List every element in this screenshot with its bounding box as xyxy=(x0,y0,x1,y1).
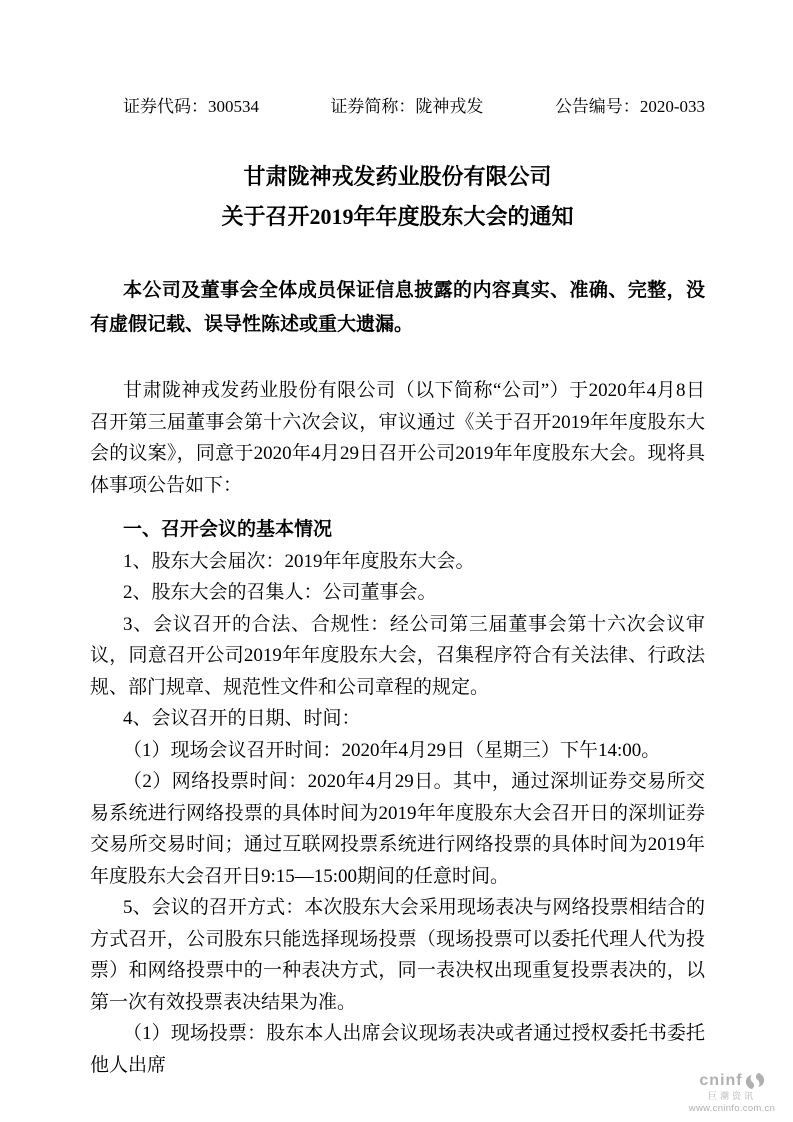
stock-name-value: 陇神戎发 xyxy=(415,97,484,116)
intro-paragraph: 甘肃陇神戎发药业股份有限公司（以下简称“公司”）于2020年4月8日召开第三届董事会第十六次会议，审议通过《关于召开2019年年度股东大会的议案》，同意于2020年4月29日召开公司2019年年度股东大会。现将具体事项公告如下： xyxy=(90,380,705,496)
paragraph-date-time: 4、会议召开的日期、时间： xyxy=(123,708,361,729)
page-content xyxy=(90,96,705,1081)
paragraph-convener: 2、股东大会的召集人：公司董事会。 xyxy=(123,582,437,603)
paragraph-onsite-time: （1）现场会议召开时间：2020年4月29日（星期三）下午14:00。 xyxy=(123,739,661,761)
announcement-number-label: 公告编号： xyxy=(554,97,640,116)
cninfo-watermark xyxy=(677,1071,787,1114)
cninfo-site-name: 巨潮资讯 xyxy=(707,1090,756,1101)
paragraph-onsite-voting: （1）现场投票：股东本人出席会议现场表决或者通过授权委托书委托他人出席 xyxy=(90,1023,705,1076)
paragraph-meeting-session: 1、股东大会届次：2019年年度股东大会。 xyxy=(123,550,475,572)
cninfo-swirl-icon xyxy=(745,1071,765,1091)
notice-title: 关于召开2019年年度股东大会的通知 xyxy=(221,204,574,229)
section-heading-basic-info: 一、召开会议的基本情况 xyxy=(123,519,333,540)
announcement-number-value: 2020-033 xyxy=(639,97,705,116)
company-title: 甘肃陇神戎发药业股份有限公司 xyxy=(243,164,552,189)
cninfo-site-url: www.cninfo.com.cn xyxy=(688,1102,776,1114)
stock-name xyxy=(330,96,483,118)
disclaimer-text: 本公司及董事会全体成员保证信息披露的内容真实、准确、完整，没有虚假记载、误导性陈述或重大遗漏。 xyxy=(90,280,705,335)
cninfo-brand-row xyxy=(677,1071,787,1091)
announcement-number xyxy=(555,96,705,118)
stock-name-label: 证券简称： xyxy=(330,97,416,116)
paragraph-online-voting-time: （2）网络投票时间：2020年4月29日。其中，通过深圳证券交易所交易系统进行网络投票的具体时间为2019年年度股东大会召开日的深圳证券交易所交易时间；通过互联网投票系统进行网络投票的具体时间为2019年年度股东大会召开日9:15—15:00期间的任意时间。 xyxy=(90,771,705,887)
cninfo-brand-text: cninf xyxy=(699,1071,743,1089)
paragraph-meeting-method: 5、会议的召开方式：本次股东大会采用现场表决与网络投票相结合的方式召开，公司股东只能选择现场投票（现场投票可以委托代理人代为投票）和网络投票中的一种表决方式，同一表决权出现重复投票表决的，以第一次有效投票表决结果为准。 xyxy=(90,897,705,1013)
securities-header-row xyxy=(90,96,705,118)
paragraph-legality: 3、会议召开的合法、合规性：经公司第三届董事会第十六次会议审议，同意召开公司2019年年度股东大会，召集程序符合有关法律、行政法规、部门规章、规范性文件和公司章程的规定。 xyxy=(90,613,705,698)
stock-code-label: 证券代码： xyxy=(123,97,208,116)
stock-code xyxy=(123,96,259,118)
stock-code-value: 300534 xyxy=(208,97,259,116)
